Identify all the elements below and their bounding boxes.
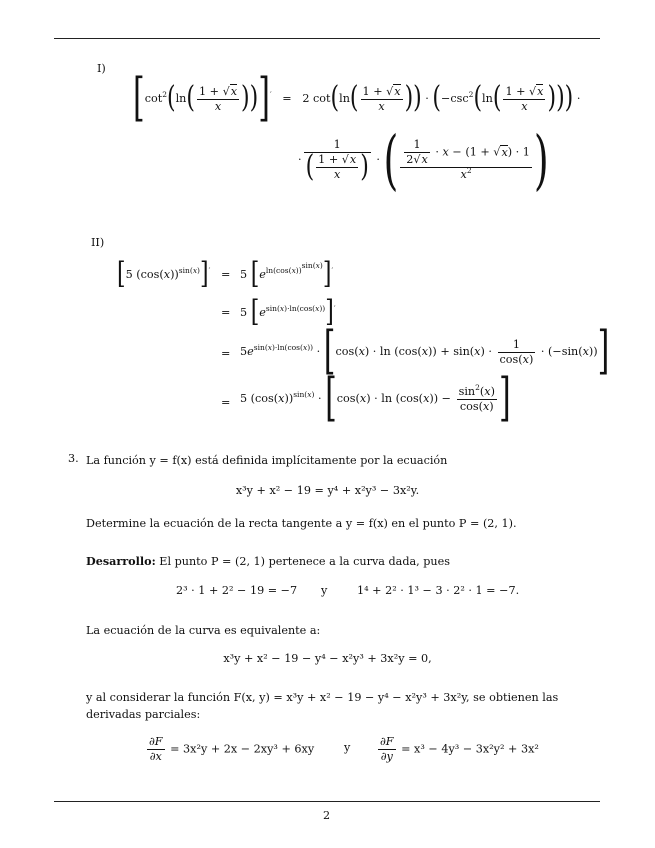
problem-statement-1: La función y = f(x) está definida implícitamente por la ecuación	[86, 454, 448, 467]
check-and: y	[321, 584, 328, 597]
equation-part2-rhs4: 5 $(\cos(x))^{sin(x)} \cdot [\cos(x) \cdot \ln (\cos(x))$ − $\frac{\sin^2(x)}{\cos(x)}$ ]	[240, 368, 511, 428]
dFdy-rhs: = x³ − 4y³ − 3x²y² + 3x²	[401, 742, 539, 756]
development-paragraph	[86, 553, 606, 570]
check-left: 2³ · 1 + 2² − 19 = −7	[176, 584, 298, 597]
partials-and: y	[344, 741, 351, 754]
eq-sign-1: =	[221, 268, 231, 281]
problem-equation: x³y + x² − 19 = y⁴ + x²y³ − 3x²y.	[235, 484, 420, 497]
equation-part1-line1: [$\cot^2(\ln$( $\frac{1 + √x}{x}$ ))]′ = 2 cot(ln( $\frac{1 + √x}{x}$ )) · ($-\csc^2(\ln$( $\frac{1 + √x}{x}$ ))) ·	[133, 68, 581, 128]
equation-part2-rhs1: 5 $[e^{ln(cos(x))^{sin(x)}}]'$	[240, 257, 334, 292]
part-label-1: I)	[97, 62, 106, 75]
equivalent-equation: x³y + x² − 19 − y⁴ − x²y³ + 3x²y = 0,	[223, 652, 432, 665]
equation-part1-line2: · 1 ( $\frac{1 + √x}{x}$ ) · ( $\frac{1}{2√x}$ · x − (1 + √x) · 1 $x^2$ )	[298, 122, 549, 198]
equation-part2-rhs3: $5e^{sin(x)\cdot ln(cos(x))} \cdot [\cos(x) \cdot \ln (\cos(x)) + \sin(x)$ · $\frac{1}{\cos(x)}$ · (−sin(x))]	[240, 321, 610, 381]
problem-number: 3.	[68, 452, 79, 465]
eq-sign-2: =	[221, 306, 231, 319]
equivalence-text: La ecuación de la curva es equivalente a:	[86, 624, 321, 637]
development-label: Desarrollo:	[86, 554, 156, 568]
partials-text: y al considerar la función F(x, y) = x³y + x² − 19 − y⁴ − x²y³ + 3x²y, se obtienen las derivadas parciales:	[86, 691, 559, 721]
partial-dFdy: $\frac{\partial F}{\partial y}$ = x³ − 4y³ − 3x²y² + 3x²	[380, 735, 539, 763]
footer-rule	[54, 801, 600, 802]
equation-part2-line1: [5 $(\cos(x))^{sin(x)}]'$	[117, 257, 211, 292]
development-text: El punto P = (2, 1) pertenece a la curva dada, pues	[159, 555, 451, 568]
problem-statement-2: Determine la ecuación de la recta tangente a y = f(x) en el punto P = (2, 1).	[86, 517, 517, 530]
eq-sign-4: =	[221, 396, 231, 409]
header-rule	[54, 38, 600, 39]
equation-part2-rhs2: 5 $[e^{sin(x)\cdot ln(cos(x))}]'$	[240, 295, 336, 330]
partial-dFdx: $\frac{\partial F}{\partial x}$ = 3x²y + 2x − 2xy³ + 6xy	[149, 735, 315, 763]
part-label-2: II)	[91, 236, 105, 249]
page-number: 2	[323, 809, 331, 822]
eq-sign-3: =	[221, 347, 231, 360]
dFdx-rhs: = 3x²y + 2x − 2xy³ + 6xy	[170, 742, 315, 756]
check-right: 1⁴ + 2² · 1³ − 3 · 2² · 1 = −7.	[357, 584, 520, 597]
